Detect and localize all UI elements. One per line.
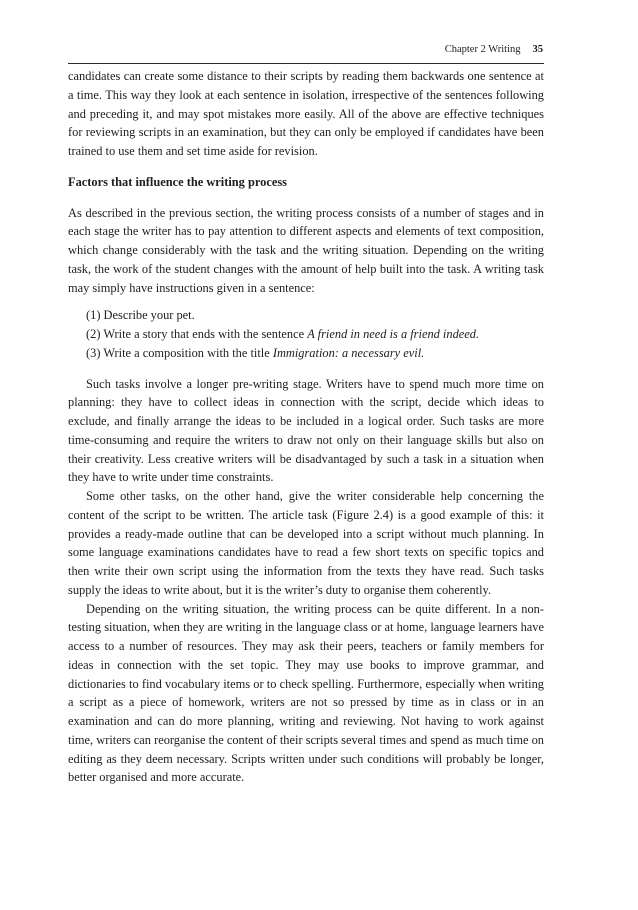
paragraph-2: Such tasks involve a longer pre-writing stage. Writers have to spend much more time on planning: they have to collect ideas in connection with the script, decide which ideas to exclude, and finally arrange the ideas to be included in a logical order. Such tasks are more time-consuming and require the writers to draw not only on their language skills but also on their creativity. Less creative writers will be disadvantaged by such a task in a situation when they have to write under time constraints. <box>68 376 544 485</box>
body-text <box>68 67 544 787</box>
header-rule <box>68 63 544 64</box>
running-header <box>68 44 543 60</box>
list-item-lead: (3) Write a composition with the title <box>86 345 273 360</box>
list-item <box>68 325 544 344</box>
list-item-lead: (2) Write a story that ends with the sentence <box>86 327 308 341</box>
list-item <box>68 344 544 363</box>
paragraph-4: Depending on the writing situation, the writing process can be quite different. In a non-testing situation, when they are writing in the language class or at home, language learners have access to a number of resources. They may ask their peers, teachers or family members for ideas in connection with the set topic. They may use books to improve grammar, and dictionaries to find vocabulary items or to check spelling. Furthermore, especially when writing a script as a piece of homework, writers are not so pressed by time as in class or in an examination and can do more planning, writing and reviewing. Not having to work against time, writers can reorganise the content of their scripts several times and spend as much time on editing as they deem necessary. Scripts written under such conditions will probably be longer, better organised and more accurate. <box>68 601 544 785</box>
list-item-italic: Immigration: a necessary evil. <box>272 345 425 360</box>
intro-paragraph: candidates can create some distance to their scripts by reading them backwards one sentence at a time. This way they look at each sentence in isolation, irrespective of the sentences following and preceding it, and may spot mistakes more easily. All of the above are effective techniques for reviewing scripts in an examination, but they can only be employed if candidates have been trained to use them and set time aside for revision. <box>68 69 544 158</box>
list-item: (1) Describe your pet. <box>86 308 195 323</box>
page-number: 35 <box>532 44 543 55</box>
paragraph-3: Some other tasks, on the other hand, give the writer considerable help concerning the content of the script to be written. The article task (Figure 2.4) is a good example of this: it provides a ready-made outline that can be developed into a script without much planning. In some language examinations candidates have to read a few short texts on specific topics and then write their own script using the information from the texts they have read. Such tasks supply the ideas to write about, but it is the writer’s duty to organise them coherently. <box>68 489 544 597</box>
running-title: Chapter 2 Writing <box>444 44 521 55</box>
list-item-italic: A friend in need is a friend indeed. <box>307 327 480 341</box>
section-heading: Factors that influence the writing process <box>68 174 287 189</box>
paragraph-1: As described in the previous section, the writing process consists of a number of stages and in each stage the writer has to pay attention to different aspects and elements of text composition, which change considerably with the task and the writing situation. Depending on the writing task, the work of the student changes with the amount of help built into the task. A writing task may simply have instructions given in a sentence: <box>68 205 544 295</box>
task-list <box>68 306 544 362</box>
